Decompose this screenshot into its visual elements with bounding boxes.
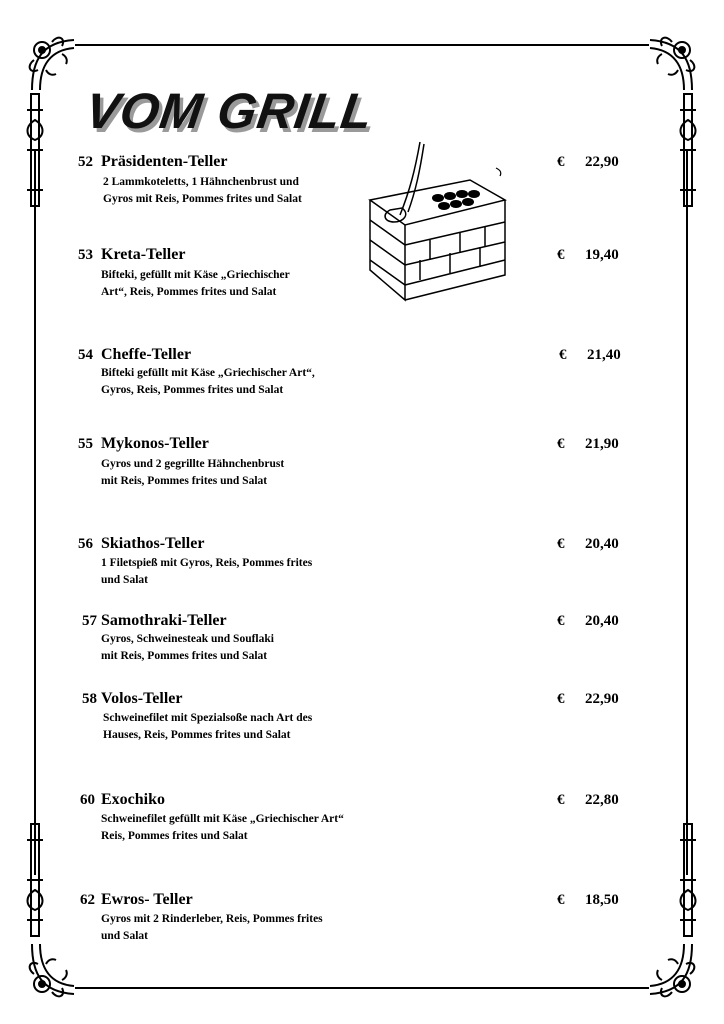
- menu-item: [0, 689, 724, 769]
- currency-symbol: €: [557, 613, 565, 629]
- currency-symbol: €: [559, 347, 567, 363]
- item-description-line: 2 Lammkoteletts, 1 Hähnchenbrust und: [103, 176, 299, 188]
- currency-symbol: €: [557, 436, 565, 452]
- item-description: [101, 631, 401, 665]
- item-description-line: Hauses, Reis, Pommes frites und Salat: [103, 729, 291, 741]
- item-description-line: Gyros und 2 gegrillte Hähnchenbrust: [101, 458, 285, 470]
- item-description: [101, 555, 401, 589]
- menu-item: [0, 245, 724, 325]
- menu-item: [0, 345, 724, 425]
- item-description: [101, 267, 401, 301]
- item-description-line: Schweinefilet mit Spezialsoße nach Art des: [103, 712, 313, 724]
- item-description: [101, 811, 421, 845]
- item-number: 55: [78, 436, 93, 452]
- item-number: 58: [82, 691, 97, 707]
- item-name: Cheffe-Teller: [101, 346, 192, 363]
- item-name: Ewros- Teller: [101, 891, 193, 908]
- frame-top-line: [75, 44, 649, 46]
- item-price: 22,90: [585, 691, 619, 707]
- item-number: 53: [78, 247, 93, 263]
- menu-item: [0, 890, 724, 970]
- item-price: 20,40: [585, 536, 619, 552]
- menu-item: [0, 434, 724, 514]
- item-description-line: Gyros, Reis, Pommes frites und Salat: [101, 384, 284, 396]
- currency-symbol: €: [557, 536, 565, 552]
- menu-item: [0, 611, 724, 691]
- item-description-line: mit Reis, Pommes frites und Salat: [101, 475, 268, 487]
- item-name: Kreta-Teller: [101, 246, 186, 263]
- menu-item: [0, 534, 724, 614]
- item-description-line: und Salat: [101, 930, 148, 942]
- item-name: Präsidenten-Teller: [101, 153, 228, 170]
- item-number: 52: [78, 154, 93, 170]
- currency-symbol: €: [557, 247, 565, 263]
- item-price: 22,80: [585, 792, 619, 808]
- item-description-line: Art“, Reis, Pommes frites und Salat: [101, 286, 277, 298]
- item-price: 21,40: [587, 347, 621, 363]
- item-description-line: 1 Filetspieß mit Gyros, Reis, Pommes frites: [101, 557, 313, 569]
- item-description: [101, 365, 401, 399]
- item-description: [101, 456, 401, 490]
- item-number: 56: [78, 536, 93, 552]
- item-price: 19,40: [585, 247, 619, 263]
- menu-item: [0, 790, 724, 870]
- currency-symbol: €: [557, 154, 565, 170]
- item-number: 60: [80, 792, 95, 808]
- page-title: VOM GRILL: [82, 83, 377, 139]
- item-number: 62: [80, 892, 95, 908]
- item-price: 22,90: [585, 154, 619, 170]
- item-number: 57: [82, 613, 97, 629]
- item-price: 21,90: [585, 436, 619, 452]
- item-price: 18,50: [585, 892, 619, 908]
- menu-item: [0, 152, 724, 232]
- item-description: [103, 174, 403, 208]
- frame-bottom-line: [75, 987, 649, 989]
- item-name: Exochiko: [101, 791, 166, 808]
- item-description: [101, 911, 401, 945]
- item-price: 20,40: [585, 613, 619, 629]
- item-description-line: Gyros mit Reis, Pommes frites und Salat: [103, 193, 302, 205]
- item-name: Samothraki-Teller: [101, 612, 227, 629]
- currency-symbol: €: [557, 892, 565, 908]
- item-name: Volos-Teller: [101, 690, 183, 707]
- item-description-line: Gyros mit 2 Rinderleber, Reis, Pommes frites: [101, 913, 323, 925]
- item-description-line: mit Reis, Pommes frites und Salat: [101, 650, 268, 662]
- item-description-line: Reis, Pommes frites und Salat: [101, 830, 248, 842]
- currency-symbol: €: [557, 691, 565, 707]
- item-description-line: Bifteki, gefüllt mit Käse „Griechischer: [101, 269, 290, 281]
- item-description-line: und Salat: [101, 574, 148, 586]
- currency-symbol: €: [557, 792, 565, 808]
- item-description: [103, 710, 403, 744]
- item-description-line: Gyros, Schweinesteak und Souflaki: [101, 633, 274, 645]
- item-number: 54: [78, 347, 93, 363]
- item-name: Skiathos-Teller: [101, 535, 205, 552]
- item-name: Mykonos-Teller: [101, 435, 209, 452]
- item-description-line: Schweinefilet gefüllt mit Käse „Griechischer Art“: [101, 813, 344, 825]
- item-description-line: Bifteki gefüllt mit Käse „Griechischer Art“,: [101, 367, 315, 379]
